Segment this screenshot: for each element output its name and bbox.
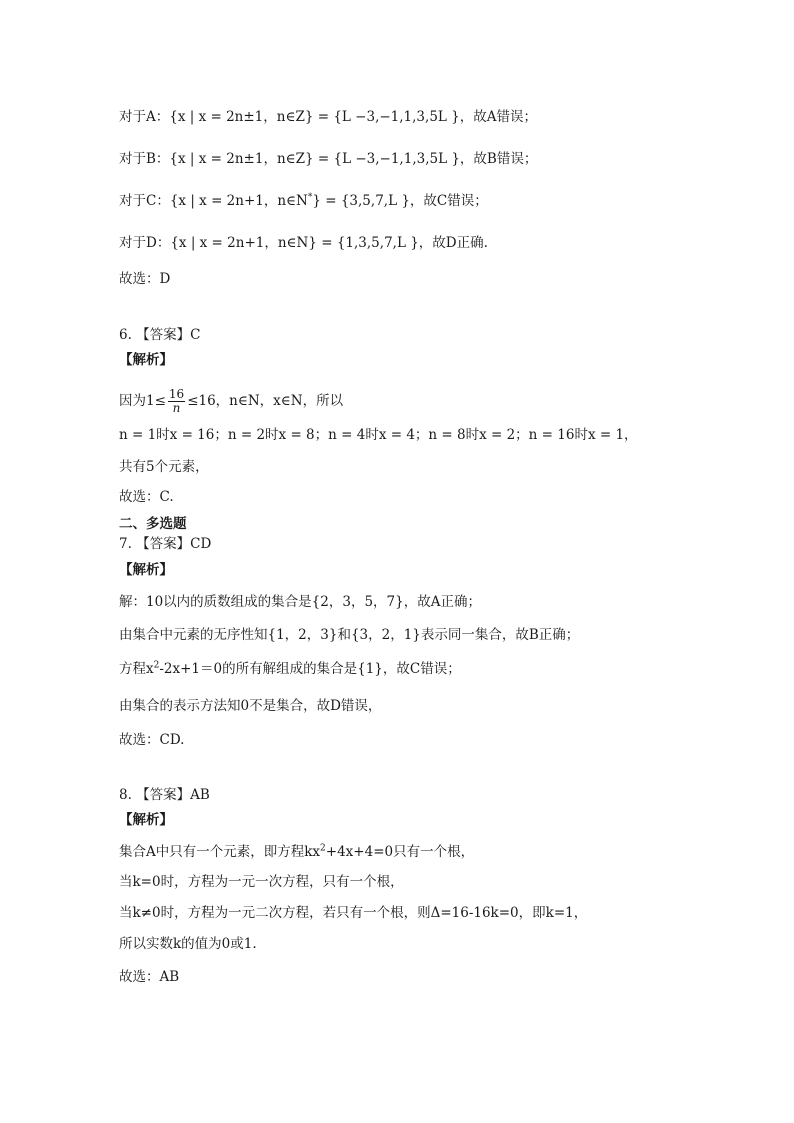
q8-line-2: 当k=0时，方程为一元一次方程，只有一个根， — [119, 874, 404, 890]
option-a-analysis: 对于A：{x | x = 2n±1，n∈Z} = {L −3,−1,1,3,5L }，故A错误； — [119, 109, 537, 125]
q7-answer: 7. 【答案】CD — [119, 536, 212, 552]
q8-line-1-post: +4x+4=0只有一个根， — [325, 844, 475, 860]
q7-line-2: 由集合中元素的无序性知{1，2，3}和{3，2，1}表示同一集合，故B正确； — [119, 627, 580, 643]
q7-line-1: 解：10以内的质数组成的集合是{2，3，5，7}，故A正确； — [119, 594, 481, 610]
q7-line-3 — [119, 660, 754, 678]
q6-condition-pre: 因为1≤ — [119, 393, 166, 409]
q7-analysis-label: 【解析】 — [119, 562, 173, 578]
q6-condition-post: ≤16，n∈N，x∈N，所以 — [187, 393, 344, 409]
q7-line-4: 由集合的表示方法知0不是集合，故D错误， — [119, 698, 382, 714]
q6-analysis-label: 【解析】 — [119, 352, 173, 368]
q5-choice: 故选：D — [119, 271, 171, 287]
q8-answer: 8. 【答案】AB — [119, 787, 210, 803]
option-d-analysis: 对于D：{x | x = 2n+1，n∈N} = {1,3,5,7,L }，故D正确. — [119, 235, 488, 251]
option-c-text-pre: 对于C：{x | x = 2n+1，n∈N — [119, 193, 308, 209]
q7-line-3-post: -2x+1＝0的所有解组成的集合是{1}，故C错误； — [159, 661, 461, 677]
q7-line-3-pre: 方程x — [119, 661, 154, 677]
q8-line-1-pre: 集合A中只有一个元素，即方程kx — [119, 844, 321, 860]
q6-fraction-denominator: n — [172, 401, 181, 415]
q6-count: 共有5个元素， — [119, 459, 209, 475]
q6-choice: 故选：C. — [119, 489, 174, 505]
option-b-analysis: 对于B：{x | x = 2n±1，n∈Z} = {L −3,−1,1,3,5L }，故B错误； — [119, 151, 538, 167]
q8-analysis-label: 【解析】 — [119, 812, 173, 828]
q8-line-1-superscript: 2 — [320, 843, 326, 854]
q8-line-4: 所以实数k的值为0或1. — [119, 936, 257, 952]
q7-line-3-superscript: 2 — [153, 660, 160, 671]
q8-line-1 — [119, 843, 754, 861]
option-c-text-post: } = {3,5,7,L }，故C错误； — [312, 193, 488, 209]
q6-fraction-numerator: 16 — [168, 387, 185, 401]
section-title-multiple-choice: 二、多选题 — [119, 516, 187, 532]
q8-choice: 故选：AB — [119, 969, 180, 985]
q6-fraction — [168, 388, 185, 415]
q6-answer: 6. 【答案】C — [119, 327, 201, 343]
q6-cases: n = 1时x = 16；n = 2时x = 8；n = 4时x = 4；n = 8时x = 2；n = 16时x = 1， — [119, 427, 638, 443]
q8-line-3: 当k≠0时，方程为一元二次方程，若只有一个根，则Δ=16-16k=0，即k=1， — [119, 905, 588, 921]
q6-condition — [119, 388, 754, 415]
option-c-analysis — [119, 192, 754, 210]
q7-choice: 故选：CD. — [119, 732, 185, 748]
option-c-superscript: * — [307, 192, 313, 203]
